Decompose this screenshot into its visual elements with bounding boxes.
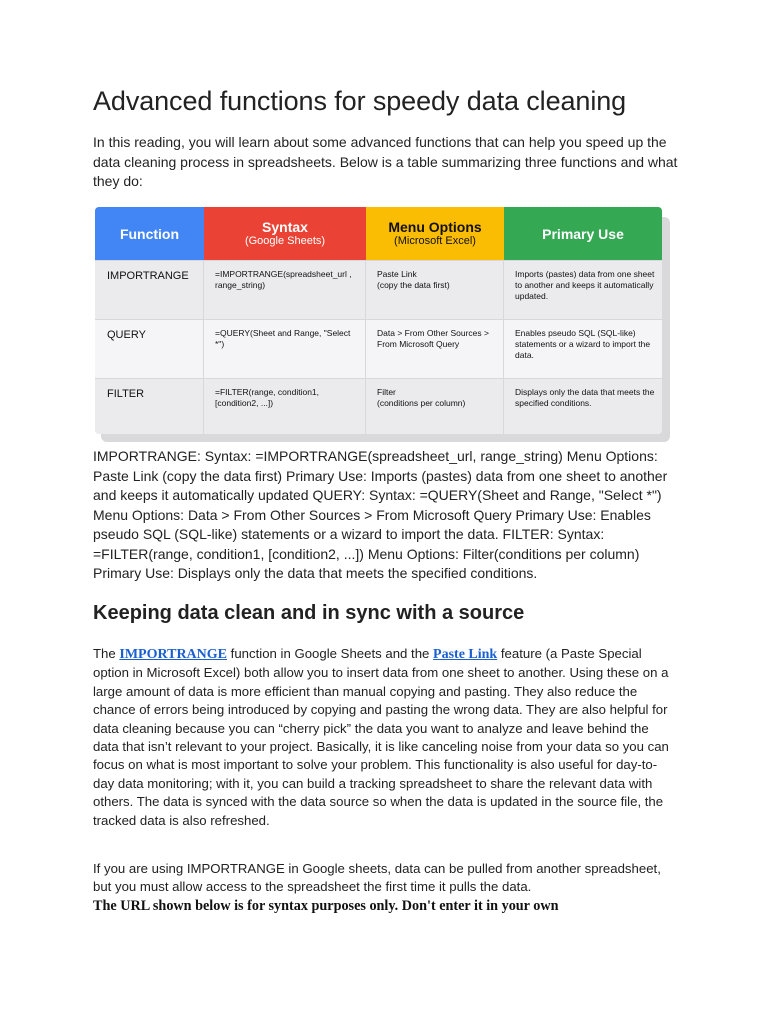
cell-menu: Data > From Other Sources > From Microsoft Query xyxy=(366,320,504,378)
url-note-bold: The URL shown below is for syntax purposes only. Don't enter it in your own xyxy=(93,898,559,914)
cell-syntax: =FILTER(range, condition1, [condition2, ...]) xyxy=(204,379,366,434)
cell-menu-text: Filter (conditions per column) xyxy=(377,387,466,408)
cell-function: FILTER xyxy=(95,379,204,434)
header-primary-use xyxy=(504,207,662,260)
table-row xyxy=(95,260,662,319)
page-title: Advanced functions for speedy data cleaning xyxy=(93,86,627,116)
header-menu-label: Menu Options xyxy=(388,219,482,235)
functions-table-image xyxy=(95,207,668,439)
header-syntax xyxy=(204,207,366,260)
importrange-link[interactable]: IMPORTRANGE xyxy=(119,647,228,662)
functions-table xyxy=(95,207,662,434)
header-syntax-sub: (Google Sheets) xyxy=(244,235,326,247)
header-use-label: Primary Use xyxy=(542,225,624,242)
cell-use: Imports (pastes) data from one sheet to another and keeps it automatically updated. xyxy=(515,269,655,301)
cell-function: IMPORTRANGE xyxy=(95,261,204,319)
header-syntax-label: Syntax xyxy=(262,219,308,235)
cell-use: Enables pseudo SQL (SQL-like) statements or a wizard to import the data. xyxy=(515,328,651,360)
header-function xyxy=(95,207,204,260)
cell-use: Displays only the data that meets the specified conditions. xyxy=(515,387,655,408)
paste-link-link[interactable]: Paste Link xyxy=(433,647,498,662)
table-header-row xyxy=(95,207,662,260)
cell-syntax: =QUERY(Sheet and Range, "Select *") xyxy=(204,320,366,378)
cell-menu-text: Paste Link (copy the data first) xyxy=(377,269,450,290)
table-summary-text: IMPORTRANGE: Syntax: =IMPORTRANGE(spreadsheet_url, range_string) Menu Options: Paste Link (copy the data first) Primary Use: Imports (pastes) data from one sheet to another and keeps it automatically updated QUERY: Syntax: =QUERY(Sheet and Range, "Select *") Menu Options: Data > From Other Sources > From Microsoft Query Primary Use: Enables pseudo SQL (SQL-like) statements or a wizard to import the data. FILTER: Syntax: =FILTER(range, condition1, [condition2, ...]) Menu Options: Filter(conditions per column) Primary Use: Displays only the data that meets the specified conditions. xyxy=(93,448,668,581)
cell-function: QUERY xyxy=(95,320,204,378)
table-row xyxy=(95,378,662,434)
intro-paragraph: In this reading, you will learn about some advanced functions that can help you speed up the data cleaning process in spreadsheets. Below is a table summarizing three functions and what they do: xyxy=(93,134,678,190)
header-menu-options xyxy=(366,207,504,260)
cell-menu xyxy=(366,261,504,319)
table-body xyxy=(95,260,662,434)
para1-text-start: The xyxy=(93,646,120,661)
table-row xyxy=(95,319,662,378)
header-menu-sub: (Microsoft Excel) xyxy=(394,235,476,247)
cell-syntax: =IMPORTRANGE(spreadsheet_url , range_string) xyxy=(204,261,366,319)
header-function-label: Function xyxy=(119,225,180,242)
importrange-paragraph xyxy=(93,645,678,830)
access-paragraph: If you are using IMPORTRANGE in Google sheets, data can be pulled from another spreadsheet, but you must allow access to the spreadsheet the first time it pulls the data. xyxy=(93,861,661,895)
cell-menu xyxy=(366,379,504,434)
para1-text-end: feature (a Paste Special option in Microsoft Excel) both allow you to insert data from one sheet to another. Using these on a large amount of data is more efficient than manual copying and pasting. They also reduce the chance of errors being introduced by copying and pasting the wrong data. They are also helpful for data cleaning because you can “cherry pick” the data you want to analyze and leave behind the data that isn’t relevant to your project. Basically, it is like canceling noise from your data so you can focus on what is most important to solve your problem. This functionality is also useful for day-to-day data monitoring; with it, you can build a tracking spreadsheet to share the relevant data with others. The data is synced with the data source so when the data is updated in the source file, the tracked data is also refreshed. xyxy=(93,646,669,828)
para1-text-middle: function in Google Sheets and the xyxy=(227,646,434,661)
section-heading: Keeping data clean and in sync with a source xyxy=(93,602,525,624)
